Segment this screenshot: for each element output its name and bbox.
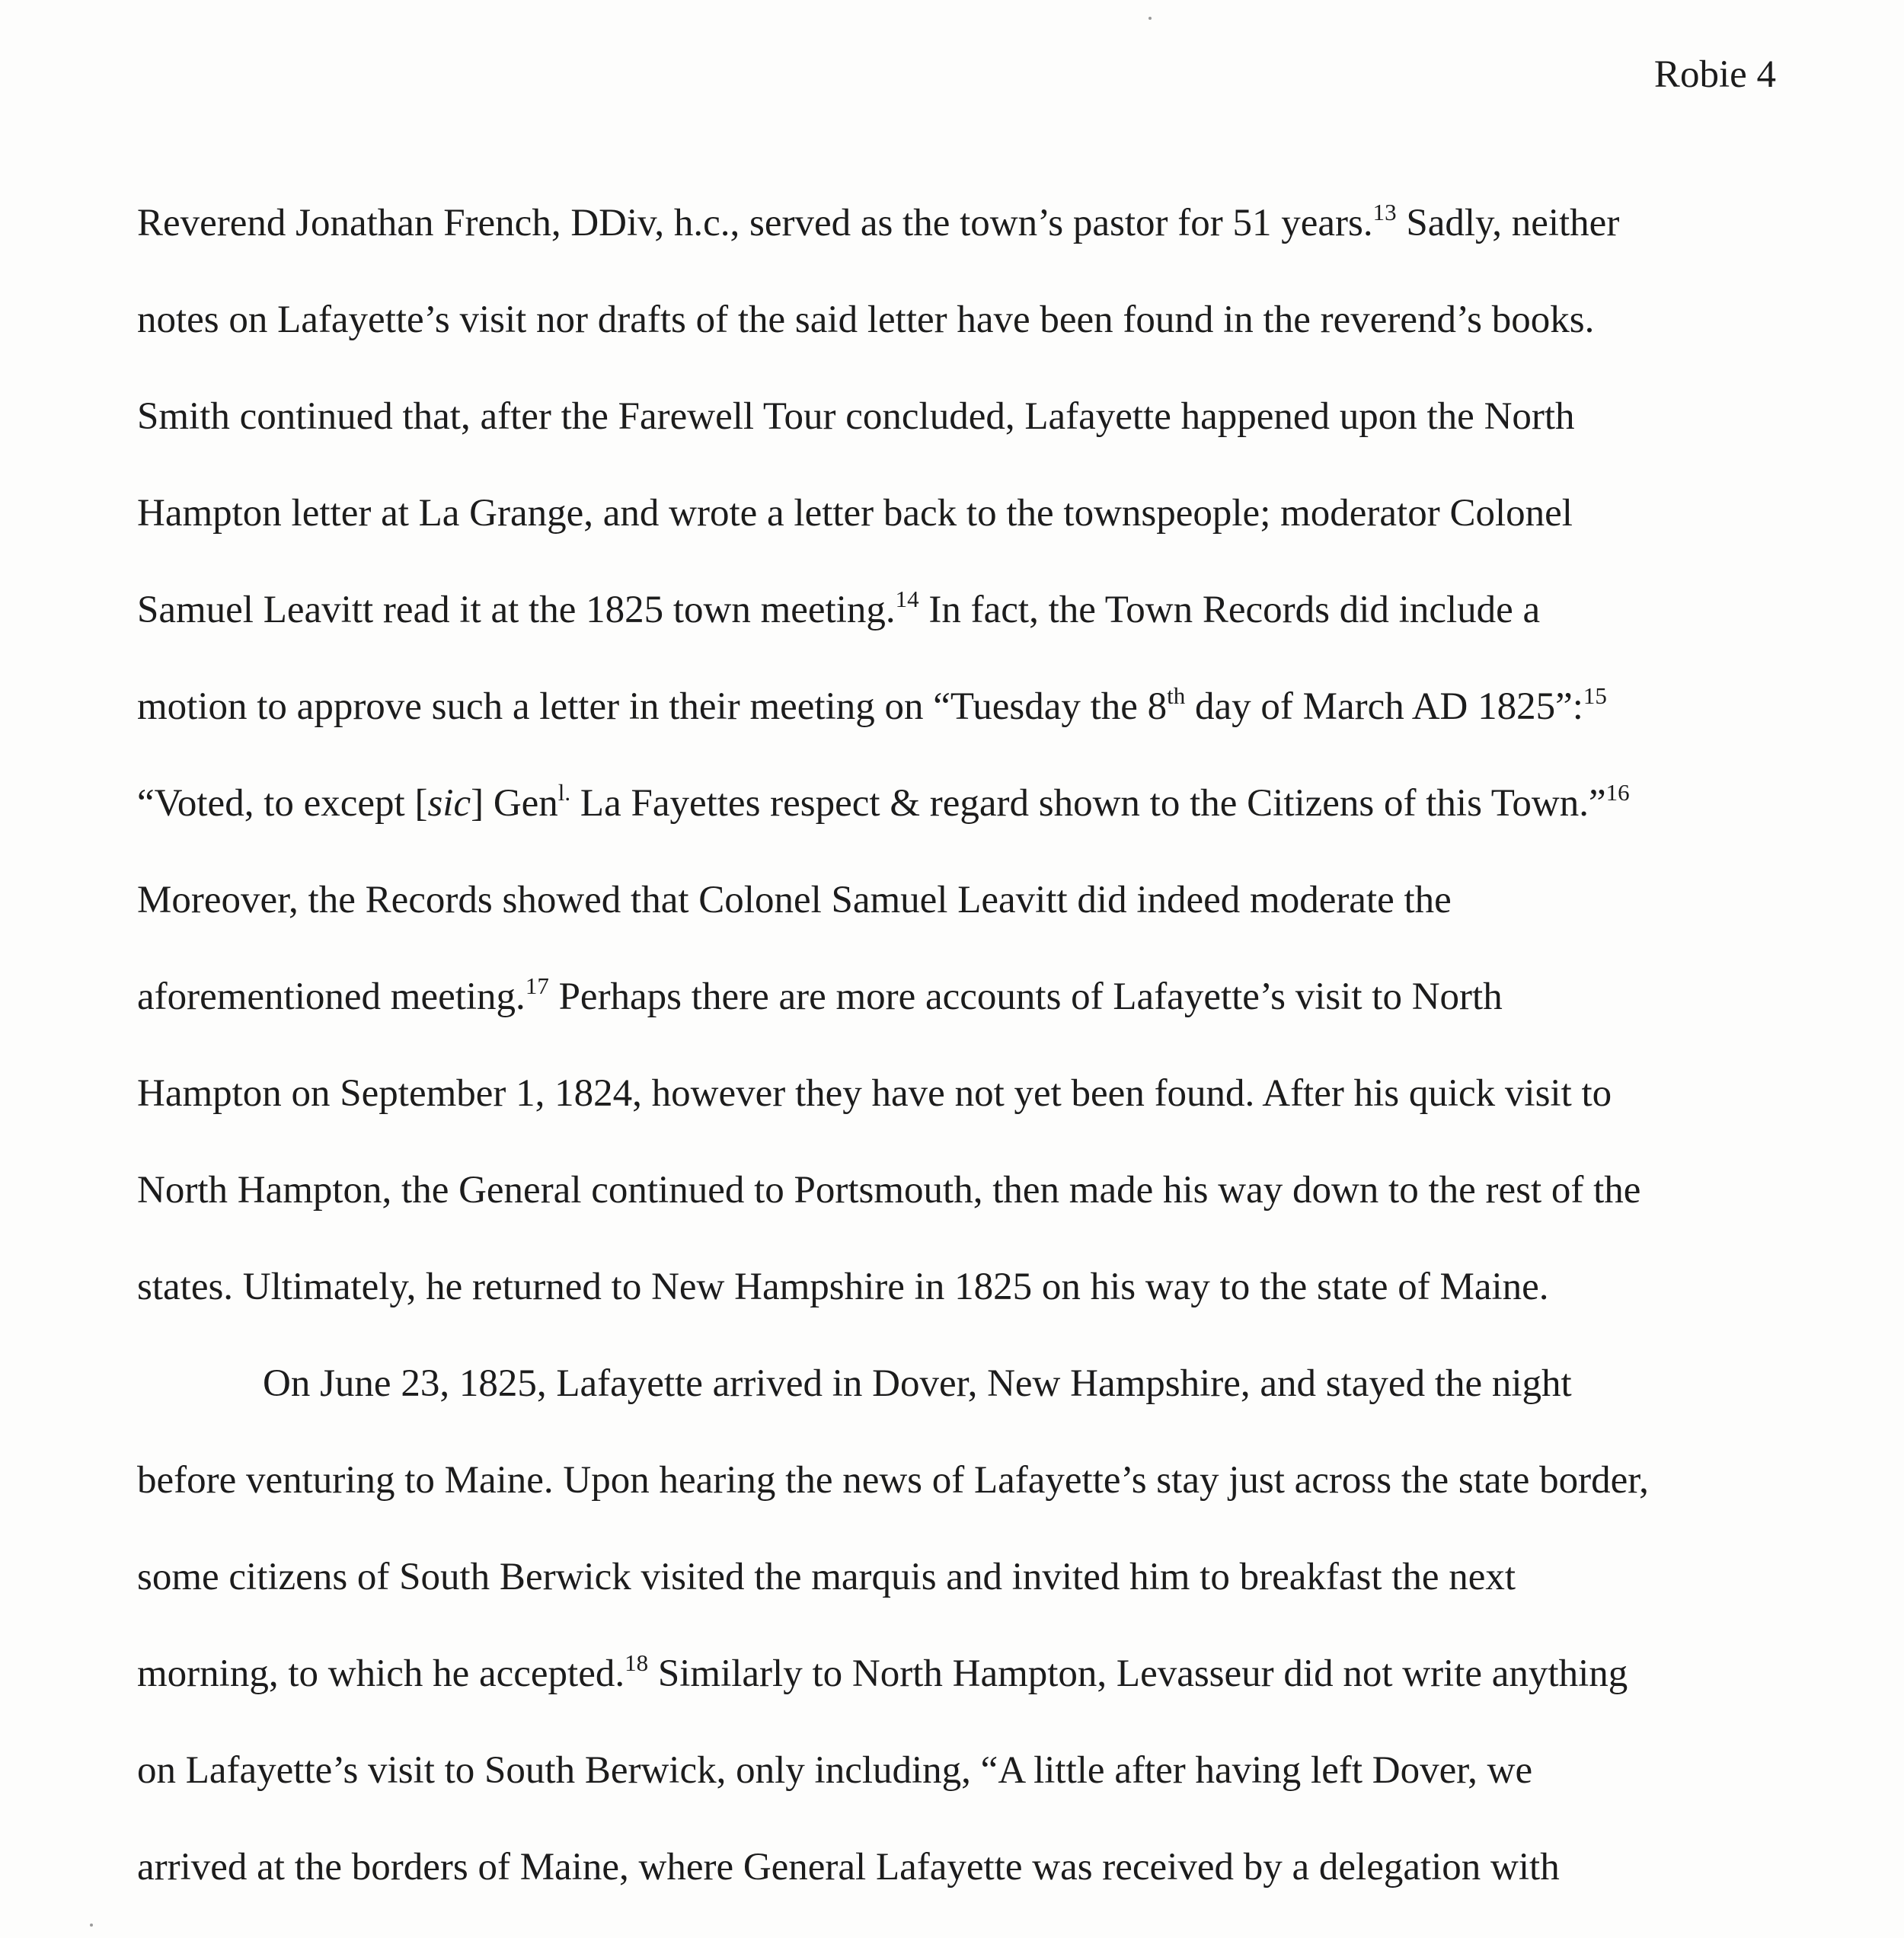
paragraph-first-line (137, 1336, 1775, 1432)
text-line (137, 1722, 1775, 1819)
text-segment: Perhaps there are more accounts of Lafayette’s visit to North (548, 975, 1503, 1018)
footnote-marker: 16 (1605, 779, 1630, 806)
text-segment: day of March AD 1825”: (1185, 685, 1583, 728)
text-line (137, 175, 1775, 272)
footnote-marker: 15 (1583, 682, 1607, 709)
text-line (137, 1819, 1775, 1916)
text-segment: La Fayettes respect & regard shown to the Citizens of this Town.” (570, 782, 1606, 825)
text-segment: arrived at the borders of Maine, where General Lafayette was received by a delegation with (137, 1846, 1560, 1889)
text-line (137, 1142, 1775, 1239)
text-segment: motion to approve such a letter in their meeting on “Tuesday the 8 (137, 685, 1168, 728)
footnote-marker: 13 (1372, 199, 1397, 225)
text-segment: Moreover, the Records showed that Colonel Samuel Leavitt did indeed moderate the (137, 879, 1452, 921)
text-segment: Similarly to North Hampton, Levasseur did not write anything (648, 1652, 1628, 1695)
text-segment: Hampton letter at La Grange, and wrote a letter back to the townspeople; moderator Colonel (137, 492, 1573, 535)
text-line (137, 852, 1775, 949)
text-segment: Sadly, neither (1396, 202, 1620, 244)
text-segment: “Voted, to except [ (137, 782, 428, 825)
text-line (137, 1626, 1775, 1722)
footnote-marker: 18 (625, 1649, 649, 1676)
text-line (137, 1432, 1775, 1529)
text-line (137, 465, 1775, 562)
text-line (137, 949, 1775, 1046)
text-line (137, 562, 1775, 659)
text-line (137, 272, 1775, 369)
text-line (137, 369, 1775, 465)
text-segment: on Lafayette’s visit to South Berwick, only including, “A little after having left Dover, we (137, 1749, 1533, 1792)
text-segment: morning, to which he accepted. (137, 1652, 625, 1695)
text-line (137, 659, 1775, 755)
footnote-marker: l. (557, 779, 571, 806)
text-line (137, 1046, 1775, 1142)
text-line (137, 1529, 1775, 1626)
footnote-marker: 14 (895, 586, 919, 612)
text-segment: before venturing to Maine. Upon hearing the news of Lafayette’s stay just across the state border, (137, 1459, 1649, 1502)
scan-speck (90, 1924, 93, 1927)
text-line (137, 755, 1775, 852)
text-segment: ] Gen (471, 782, 558, 825)
text-segment: Reverend Jonathan French, DDiv, h.c., served as the town’s pastor for 51 years. (137, 202, 1373, 244)
text-segment: notes on Lafayette’s visit nor drafts of the said letter have been found in the reverend’s books. (137, 299, 1595, 341)
text-segment: Hampton on September 1, 1824, however they have not yet been found. After his quick visit to (137, 1072, 1612, 1115)
text-segment: some citizens of South Berwick visited the marquis and invited him to breakfast the next (137, 1556, 1516, 1598)
text-segment: Samuel Leavitt read it at the 1825 town meeting. (137, 589, 896, 631)
scan-speck (1148, 17, 1152, 20)
running-head: Robie 4 (1653, 53, 1776, 96)
footnote-marker: 17 (525, 972, 549, 999)
italic-text: sic (427, 782, 471, 825)
footnote-marker: th (1167, 682, 1186, 709)
text-segment: states. Ultimately, he returned to New Hampshire in 1825 on his way to the state of Maine. (137, 1266, 1549, 1308)
text-segment: North Hampton, the General continued to Portsmouth, then made his way down to the rest of the (137, 1169, 1641, 1212)
text-segment: On June 23, 1825, Lafayette arrived in Dover, New Hampshire, and stayed the night (263, 1362, 1572, 1405)
body-text (137, 175, 1775, 1916)
text-segment: aforementioned meeting. (137, 975, 526, 1018)
text-segment: Smith continued that, after the Farewell Tour concluded, Lafayette happened upon the North (137, 395, 1575, 438)
text-line (137, 1239, 1775, 1336)
text-segment: In fact, the Town Records did include a (918, 589, 1541, 631)
